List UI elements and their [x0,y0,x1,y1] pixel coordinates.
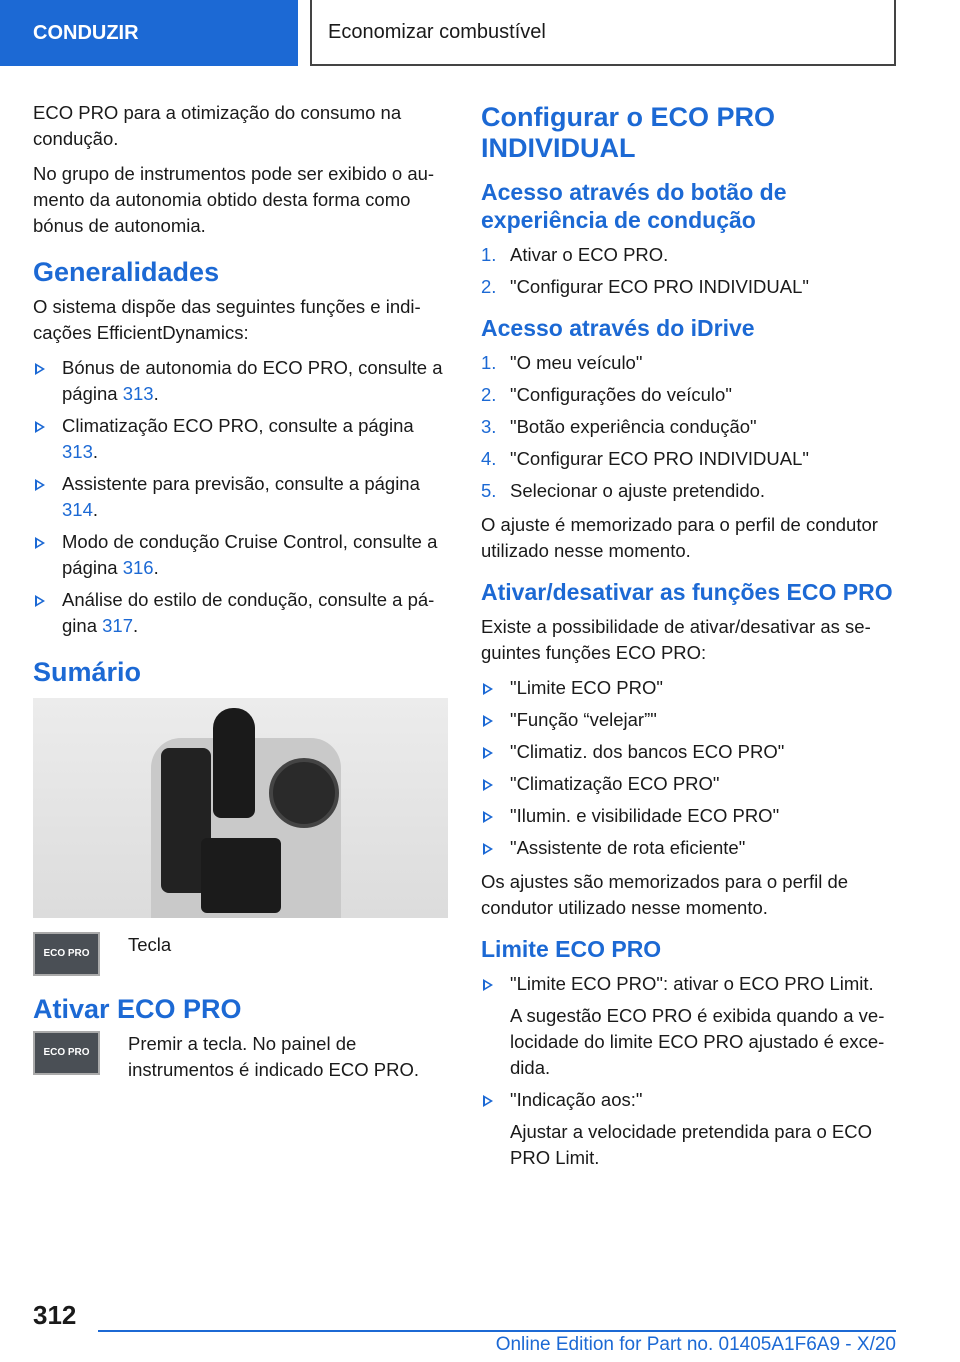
step-item: 3. "Botão experiência condução" [481,416,757,437]
list-item: Assistente para previsão, consulte a página 314. [33,471,448,523]
heading-ativar-desativar: Ativar/desativar as funções ECO PRO [481,579,893,605]
triangle-bullet-icon [35,595,45,607]
ativar-desativar-text: Existe a possibilidade de ativar/desativar as seguintes funções ECO PRO: [481,616,871,663]
triangle-bullet-icon [483,811,493,823]
section-tab [0,0,298,66]
list-item: Análise do estilo de condução, consulte a página 317. [33,587,448,639]
right-column [481,100,896,1179]
eco-pro-functions-list [481,675,896,861]
gear-selector [213,708,255,818]
triangle-bullet-icon [483,979,493,991]
list-item: Bónus de autonomia do ECO PRO, consulte a página 313. [33,355,448,407]
triangle-bullet-icon [35,479,45,491]
triangle-bullet-icon [35,363,45,375]
idrive-controller [269,758,339,828]
heading-acesso-idrive: Acesso através do iDrive [481,315,755,341]
list-item: "Climatização ECO PRO" [481,771,896,797]
list-item: "Limite ECO PRO" [481,675,896,701]
center-console-photo [33,698,448,918]
list-item: "Climatiz. dos bancos ECO PRO" [481,739,896,765]
step-item: 2. "Configurar ECO PRO INDIVIDUAL" [481,276,809,297]
left-column [33,100,448,1095]
step-item: 2. "Configurações do veículo" [481,384,732,405]
key-legend [33,932,448,976]
list-item-detail: A sugestão ECO PRO é exibida quando a velocidade do limite ECO PRO ajustado é excedida. [510,1005,885,1078]
intro-paragraph: No grupo de instrumentos pode ser exibido o aumento da autonomia obtido desta forma como bónus de autonomia. [33,163,435,236]
section-label: CONDUZIR [33,21,139,44]
limite-list [481,971,896,1171]
step-item: 1. Ativar o ECO PRO. [481,244,669,265]
heading-acesso-botao: Acesso através do botão de experiência de condução [481,179,787,233]
heading-generalidades: Generalidades [33,257,220,287]
key-caption: Tecla [128,934,172,955]
heading-ativar-eco-pro: Ativar ECO PRO [33,994,242,1024]
step-item: 5. Selecionar o ajuste pretendido. [481,480,766,501]
ativar-desativar-note: Os ajustes são memorizados para o perfil de condutor utilizado nesse momento. [481,871,849,918]
triangle-bullet-icon [483,779,493,791]
list-item: Climatização ECO PRO, consulte a página 313. [33,413,448,465]
page-link[interactable]: 313 [62,441,93,462]
list-item: "Indicação aos:" Ajustar a velocidade pretendida para o ECO PRO Limit. [481,1087,896,1171]
page-link[interactable]: 313 [122,383,154,404]
page-link[interactable]: 316 [122,557,154,578]
activate-instruction [33,1031,448,1083]
chapter-title: Economizar combustível [328,20,546,43]
list-item: "Função “velejar”" [481,707,896,733]
step-item: 1. "O meu veículo" [481,352,643,373]
storage-tray [201,838,281,913]
triangle-bullet-icon [483,747,493,759]
list-item: "Limite ECO PRO": ativar o ECO PRO Limit. A sugestão ECO PRO é exibida quando a velocidade do limite ECO PRO ajustado é excedida. [481,971,896,1081]
efficientdynamics-list [33,355,448,639]
footer-edition: Online Edition for Part no. 01405A1F6A9 - X/20 [495,1334,896,1355]
heading-limite-eco-pro: Limite ECO PRO [481,936,662,962]
steps-botao [481,242,896,300]
eco-pro-key-icon: ECO PRO [33,1031,100,1075]
triangle-bullet-icon [35,537,45,549]
step-item: 4. "Configurar ECO PRO INDIVIDUAL" [481,448,809,469]
steps-idrive [481,350,896,504]
triangle-bullet-icon [483,715,493,727]
page-link[interactable]: 317 [102,615,133,636]
eco-pro-key-icon: ECO PRO [33,932,100,976]
triangle-bullet-icon [483,1095,493,1107]
generalidades-text: O sistema dispõe das seguintes funções e indicações EfficientDynamics: [33,296,421,343]
heading-configurar: Configurar o ECO PRO INDIVIDUAL [481,102,776,163]
list-item: Modo de condução Cruise Control, consulte a página 316. [33,529,448,581]
triangle-bullet-icon [483,843,493,855]
triangle-bullet-icon [35,421,45,433]
triangle-bullet-icon [483,683,493,695]
activate-text: Premir a tecla. No painel de instrumentos é indicado ECO PRO. [128,1033,419,1080]
chapter-title-box [310,0,896,66]
idrive-note: O ajuste é memorizado para o perfil de condutor utilizado nesse momento. [481,514,878,561]
intro-paragraph: ECO PRO para a otimização do consumo na condução. [33,102,402,149]
heading-sumario: Sumário [33,657,142,687]
list-item: "Ilumin. e visibilidade ECO PRO" [481,803,896,829]
list-item-detail: Ajustar a velocidade pretendida para o ECO PRO Limit. [510,1121,872,1168]
page-number: 312 [33,1300,77,1330]
page-link[interactable]: 314 [62,499,93,520]
list-item: "Assistente de rota eficiente" [481,835,896,861]
footer-divider [98,1330,896,1332]
